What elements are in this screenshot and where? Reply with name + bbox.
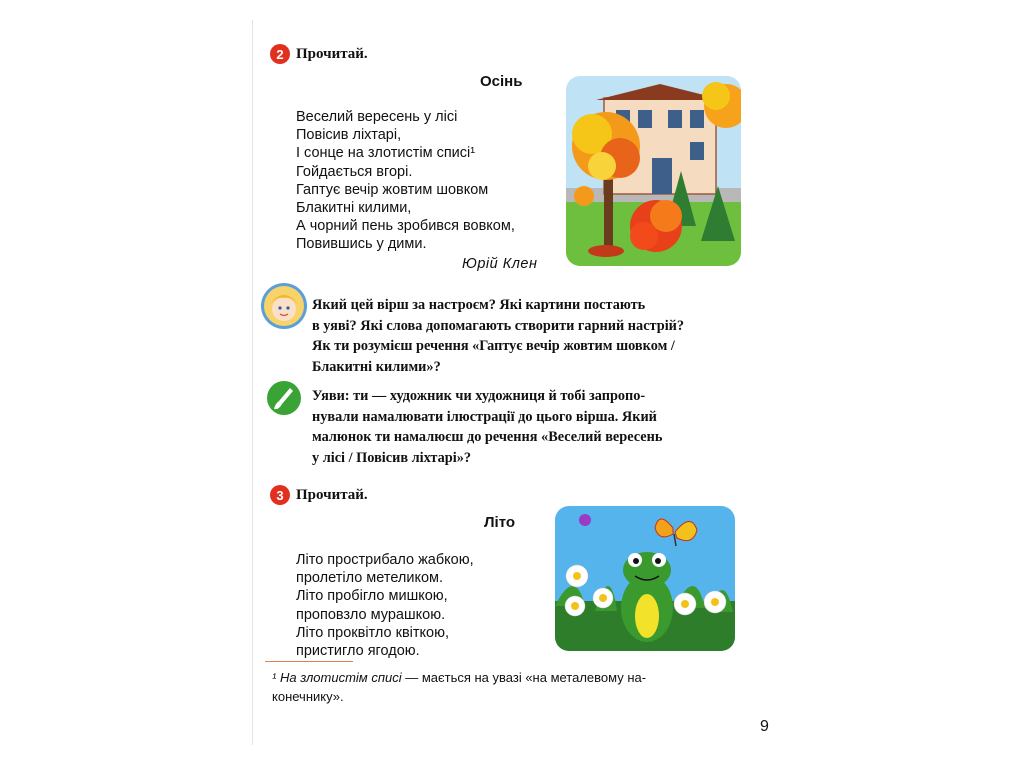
poem-line: Гаптує вечір жовтим шовком [296,181,489,198]
poem-line: проповзло мурашкою. [296,606,446,623]
poem-line: А чорний пень зробився вовком, [296,218,515,235]
poem-line: пристигло ягодою. [296,643,420,660]
autumn-illustration [566,76,741,266]
poem-line: пролетіло метеликом. [296,570,444,587]
footnote [272,668,742,706]
page-number: 9 [760,718,769,735]
footnote-continuation: конечнику». [272,689,344,704]
question-line: в уяві? Які слова допомагають створити гарний настрій? [312,317,685,334]
task-2-header [270,44,368,64]
poem-title-autumn: Осінь [480,73,523,90]
question-line: Як ти розумієш речення «Гаптує вечір жовтим шовком / [312,338,675,354]
poem-line: Літо пробігло мишкою, [296,588,448,605]
poem-summer [296,551,474,660]
poem-line: Гойдається вгорі. [296,163,413,180]
poem-line: Веселий вересень у лісі [296,109,458,125]
discussion-questions [312,295,752,377]
poem-line: Повісив ліхтарі, [296,127,402,144]
footnote-marker: ¹ [272,670,277,685]
poem-line: Блакитні килими, [296,200,412,217]
page-margin-line [252,20,253,745]
poem-title-summer: Літо [484,514,516,531]
task-instruction: Прочитай. [296,486,368,503]
task-line: у лісі / Повісив ліхтарі»? [312,449,471,466]
question-line: Блакитні килими»? [312,358,441,375]
task-number-badge: 3 [270,485,290,505]
poem-line: І сонце на злотистім списі¹ [296,145,476,162]
summer-frog-illustration [555,506,735,651]
footnote-separator [265,661,353,662]
poem-line: Літо проквітло квіткою, [296,624,449,641]
paintbrush-icon [266,380,302,421]
poem-line: Повившись у дими. [296,236,427,253]
task-3-header [270,485,368,505]
footnote-term: На злотистім списі [279,670,402,685]
task-number-badge: 2 [270,44,290,64]
poem-line: Літо прострибало жабкою, [296,552,474,568]
task-line: Уяви: ти — художник чи художниця й тобі запропо- [312,388,646,404]
poem-autumn [296,108,515,254]
imagine-task [312,386,752,468]
task-instruction: Прочитай. [296,45,368,62]
poem-author: Юрій Клен [462,256,538,272]
task-line: нували намалювати ілюстрації до цього вірша. Який [312,408,657,425]
footnote-definition: — мається на увазі «на металевому на- [401,670,647,685]
task-line: малюнок ти намалюєш до речення «Веселий вересень [312,429,663,445]
girl-avatar [260,282,308,335]
question-line: Який цей вірш за настроєм? Які картини постають [312,297,646,313]
